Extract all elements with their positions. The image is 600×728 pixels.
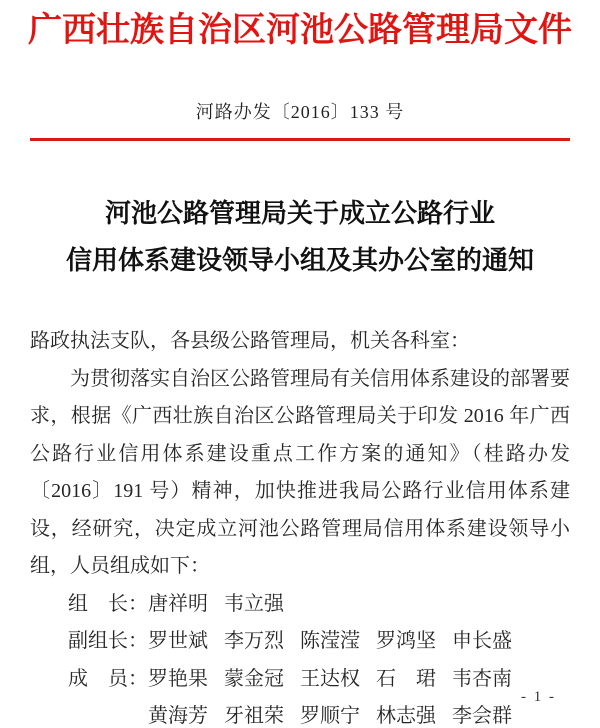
member-name: 林志强 [376, 705, 436, 727]
roster-role-label: 组 长： [68, 592, 148, 615]
roster-row [68, 698, 570, 728]
member-name: 牙祖荣 [224, 705, 284, 727]
document-header-title: 广西壮族自治区河池公路管理局文件 [28, 11, 572, 49]
title-line-2: 信用体系建设领导小组及其办公室的通知 [65, 246, 534, 275]
member-name: 韦立强 [224, 592, 284, 615]
roster-role-label: 副组长： [68, 630, 148, 652]
roster-row [68, 623, 570, 661]
member-name: 罗鸿坚 [376, 630, 436, 652]
red-divider-line [30, 138, 570, 141]
member-name: 王达权 [300, 667, 360, 690]
salutation: 路政执法支队，各县级公路管理局，机关各科室： [30, 330, 470, 352]
document-title [0, 190, 600, 284]
title-line-1: 河池公路管理局关于成立公路行业 [104, 199, 495, 228]
body-paragraph: 为贯彻落实自治区公路管理局有关信用体系建设的部署要求，根据《广西壮族自治区公路管理局关于印发 2016 年广西公路行业信用体系建设重点工作方案的通知》（桂路办发〔2016〕191 号）精神，加快推进我局公路行业信用体系建设，经研究，决定成立河池公路管理局信用体系建设领导小组，人员组成如下： [30, 367, 570, 577]
roster-row [68, 586, 570, 624]
member-name: 黄海芳 [148, 705, 208, 727]
roster-role-label: 成 员： [68, 667, 148, 690]
member-name: 韦杏南 [452, 667, 512, 690]
member-name: 李万烈 [224, 630, 284, 652]
member-name: 李会群 [452, 705, 512, 727]
member-name: 石 珺 [376, 667, 436, 690]
member-name: 唐祥明 [148, 592, 208, 615]
document-body [30, 323, 570, 728]
member-name: 罗世斌 [148, 630, 208, 652]
member-name: 蒙金冠 [224, 667, 284, 690]
roster-row [68, 661, 570, 699]
member-name: 申长盛 [452, 630, 512, 652]
page-number: - 1 - [521, 689, 556, 705]
member-name: 陈滢滢 [300, 630, 360, 652]
document-number: 河路办发〔2016〕133 号 [195, 102, 405, 122]
roster [30, 586, 570, 728]
member-name: 罗艳果 [148, 667, 208, 690]
member-name: 罗顺宁 [300, 705, 360, 727]
